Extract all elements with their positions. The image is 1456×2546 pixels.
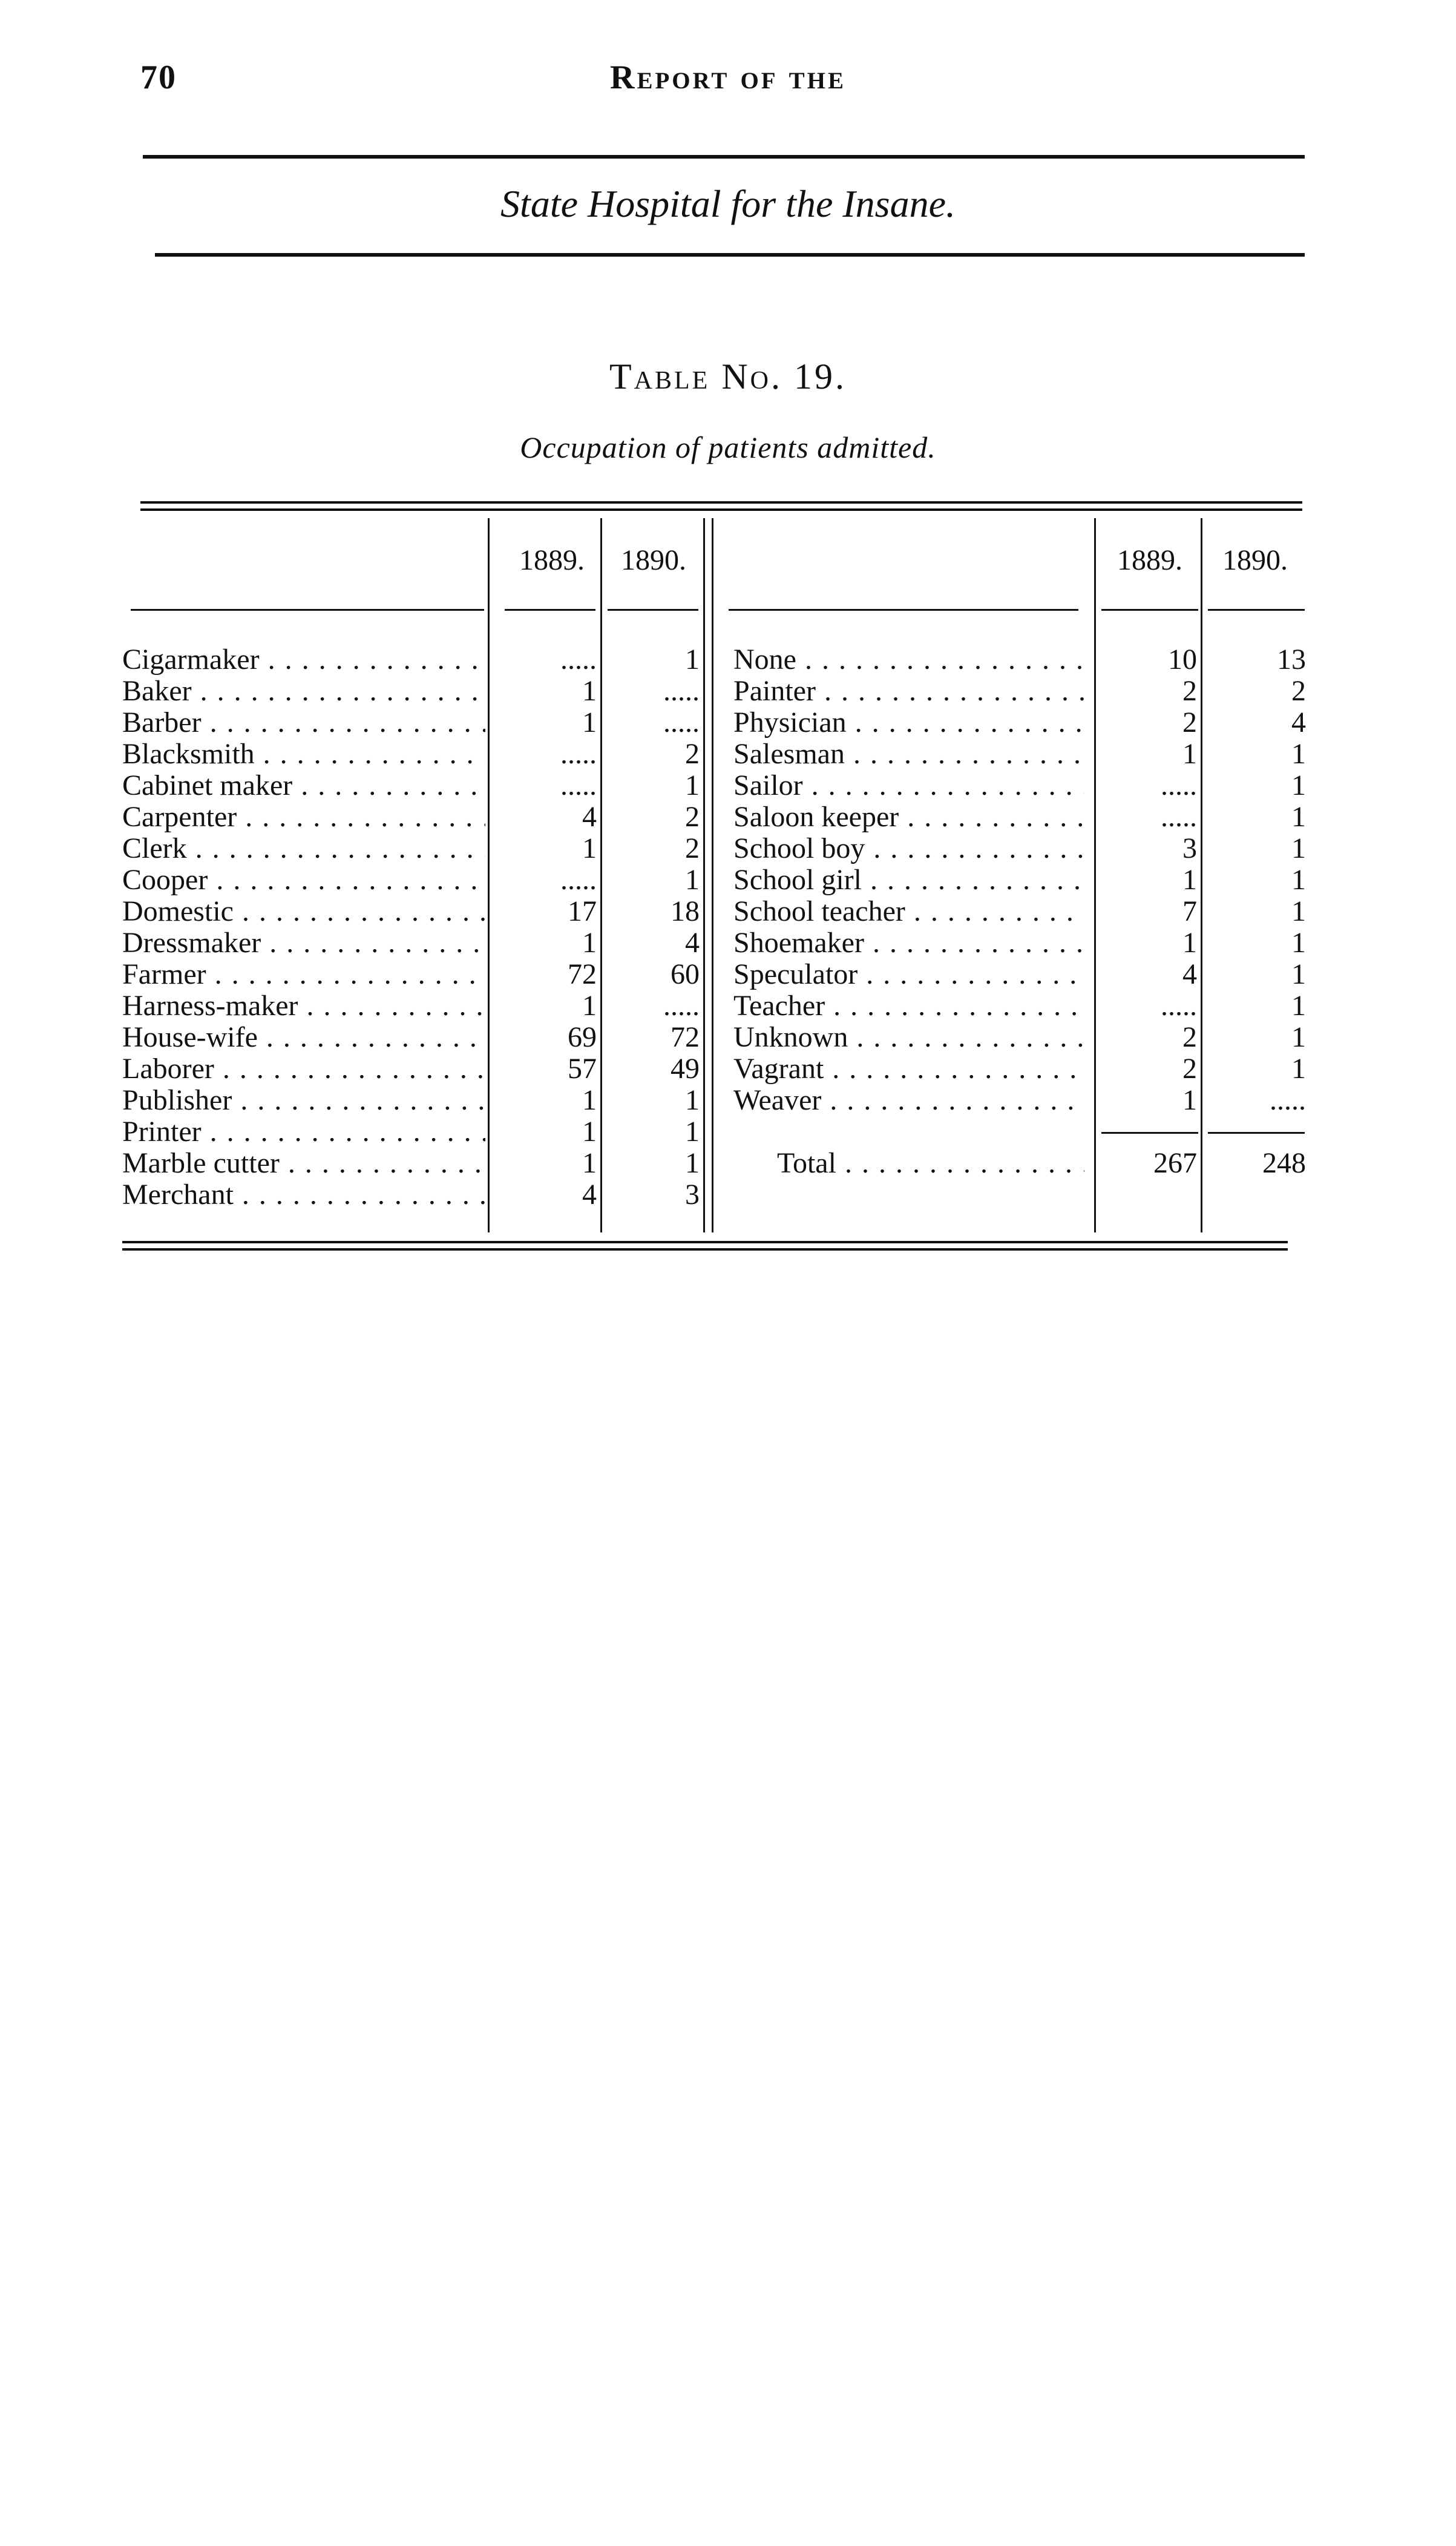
page-number: 70 [140,59,177,96]
table-caption: Occupation of patients admitted. [520,430,936,464]
value-1889: 2 [1182,1053,1197,1085]
table-row [122,707,703,738]
occupation-label: Clerk . . . [122,833,485,864]
table-row [122,1022,703,1053]
total-1890: 248 [1262,1147,1306,1179]
table-row [733,896,1308,927]
total-label: Total . . . [777,1148,1084,1179]
value-1889: 1 [1182,927,1197,959]
value-1889: 4 [582,1179,597,1211]
table-row [733,1022,1308,1053]
left-col-header-1889: 1889. [519,544,585,576]
value-1889: 57 [568,1053,597,1085]
table-row [733,927,1308,959]
table-row [122,1179,703,1211]
value-1890: 3 [685,1179,700,1211]
value-1890: 1 [1291,1021,1306,1053]
right-rows [733,644,1308,1116]
occupation-label: Sailor . . . [733,770,1084,801]
header-rule-top [143,155,1305,159]
vline-left-1890-b [712,518,713,1232]
value-1889: 1 [1182,1084,1197,1116]
value-1889: 1 [582,706,597,738]
value-1889: 1 [1182,738,1197,770]
value-1890: 4 [1291,706,1306,738]
table-top-rule-2 [140,508,1302,511]
right-1889-underline [1101,609,1198,611]
table-row [122,1053,703,1085]
table-bottom-rule-1 [122,1241,1288,1243]
header-rule-bottom [155,253,1305,257]
occupation-label: Painter . . . [733,676,1084,707]
table-row [733,738,1308,770]
value-1890: 1 [1291,738,1306,770]
table-row [733,990,1308,1022]
table-row [733,1053,1308,1085]
value-1890: 1 [685,1116,700,1148]
value-1890: 2 [685,832,700,864]
occupation-label: School teacher . . . [733,896,1084,927]
value-1890: 13 [1277,643,1306,676]
left-col-header-1890: 1890. [621,544,686,576]
table-title: Table No. 19. [609,357,847,396]
occupation-label: Baker . . . [122,676,485,707]
value-1890: 2 [1291,675,1306,707]
table-row [733,864,1308,896]
value-1889: 69 [568,1021,597,1053]
right-label-underline [729,609,1078,611]
occupation-label: Speculator . . . [733,959,1084,990]
occupation-label: Weaver . . . [733,1085,1084,1116]
table-top-rule-1 [140,501,1302,504]
value-1890: ..... [663,706,700,738]
value-1890: ..... [663,675,700,707]
occupation-label: Saloon keeper . . . [733,801,1084,833]
occupation-label: Teacher . . . [733,990,1084,1022]
table-row [122,833,703,864]
occupation-label: House-wife . . . [122,1022,485,1053]
table-row [122,1116,703,1148]
table-row [733,801,1308,833]
value-1889: ..... [1161,769,1197,801]
table-row [122,1085,703,1116]
table-bottom-rule-2 [122,1248,1288,1251]
page-subtitle: State Hospital for the Insane. [500,182,956,225]
total-1889: 267 [1153,1147,1197,1179]
value-1890: 1 [1291,927,1306,959]
value-1890: 1 [1291,895,1306,927]
table-row [122,801,703,833]
occupation-label: Vagrant . . . [733,1053,1084,1085]
occupation-label: Marble cutter . . . [122,1148,485,1179]
occupation-label: Cigarmaker . . . [122,644,485,676]
running-head: Report of the [610,59,846,96]
value-1890: 1 [1291,769,1306,801]
value-1889: 1 [582,990,597,1022]
left-1890-underline [608,609,698,611]
table-row [733,1148,1308,1179]
table-row [122,644,703,676]
value-1890: 1 [685,643,700,676]
table-row [122,1148,703,1179]
value-1890: ..... [663,990,700,1022]
table-row [122,959,703,990]
table-row [122,990,703,1022]
occupation-label: Dressmaker . . . [122,927,485,959]
table-row [122,896,703,927]
value-1889: ..... [1161,801,1197,833]
occupation-label: Carpenter . . . [122,801,485,833]
value-1889: 72 [568,958,597,990]
table-row [733,959,1308,990]
left-label-underline [131,609,484,611]
table-row [733,833,1308,864]
table-row [733,770,1308,801]
occupation-label: Printer . . . [122,1116,485,1148]
value-1889: 1 [582,927,597,959]
value-1890: ..... [1270,1084,1306,1116]
value-1890: 1 [1291,864,1306,896]
value-1890: 1 [685,1147,700,1179]
occupation-label: School boy . . . [733,833,1084,864]
occupation-label: Cabinet maker . . . [122,770,485,801]
value-1889: 1 [1182,864,1197,896]
value-1890: 2 [685,738,700,770]
occupation-label: School girl . . . [733,864,1084,896]
value-1890: 2 [685,801,700,833]
value-1890: 18 [671,895,700,927]
value-1890: 1 [1291,832,1306,864]
occupation-label: Harness-maker . . . [122,990,485,1022]
occupation-label: Unknown . . . [733,1022,1084,1053]
occupation-label: Blacksmith . . . [122,738,485,770]
occupation-label: Publisher . . . [122,1085,485,1116]
value-1889: 2 [1182,706,1197,738]
value-1890: 4 [685,927,700,959]
value-1889: 1 [582,832,597,864]
table-row [122,738,703,770]
value-1890: 1 [1291,958,1306,990]
left-rows [122,644,703,1211]
left-1889-underline [505,609,595,611]
table-row [733,644,1308,676]
right-col-header-1890: 1890. [1222,544,1288,576]
value-1889: ..... [560,864,597,896]
value-1889: 2 [1182,675,1197,707]
value-1889: 3 [1182,832,1197,864]
value-1890: 1 [685,1084,700,1116]
value-1890: 1 [685,864,700,896]
table-row [122,927,703,959]
value-1889: 17 [568,895,597,927]
value-1890: 1 [685,769,700,801]
table-row [733,707,1308,738]
right-col-header-1889: 1889. [1117,544,1182,576]
value-1889: 10 [1168,643,1197,676]
total-rule-1890 [1208,1132,1305,1134]
total-rule-1889 [1101,1132,1198,1134]
vline-left-1890-a [703,518,705,1232]
value-1890: 60 [671,958,700,990]
table-row [122,770,703,801]
value-1889: 1 [582,675,597,707]
occupation-label: Barber . . . [122,707,485,738]
occupation-label: Domestic . . . [122,896,485,927]
value-1890: 49 [671,1053,700,1085]
value-1889: 1 [582,1147,597,1179]
value-1889: ..... [560,643,597,676]
occupation-label: Laborer . . . [122,1053,485,1085]
value-1890: 1 [1291,1053,1306,1085]
value-1889: 1 [582,1116,597,1148]
occupation-label: None . . . [733,644,1084,676]
table-row [733,676,1308,707]
table-row [122,864,703,896]
occupation-label: Merchant . . . [122,1179,485,1211]
value-1890: 1 [1291,990,1306,1022]
value-1889: 2 [1182,1021,1197,1053]
value-1890: 72 [671,1021,700,1053]
value-1889: 4 [582,801,597,833]
total-row [733,1148,1308,1179]
occupation-label: Farmer . . . [122,959,485,990]
value-1889: ..... [560,769,597,801]
table-row [122,676,703,707]
value-1889: 1 [582,1084,597,1116]
value-1889: 4 [1182,958,1197,990]
occupation-label: Physician . . . [733,707,1084,738]
value-1889: ..... [1161,990,1197,1022]
table-row [733,1085,1308,1116]
right-1890-underline [1208,609,1305,611]
occupation-label: Cooper . . . [122,864,485,896]
occupation-label: Shoemaker . . . [733,927,1084,959]
value-1889: 7 [1182,895,1197,927]
value-1890: 1 [1291,801,1306,833]
occupation-label: Salesman . . . [733,738,1084,770]
value-1889: ..... [560,738,597,770]
